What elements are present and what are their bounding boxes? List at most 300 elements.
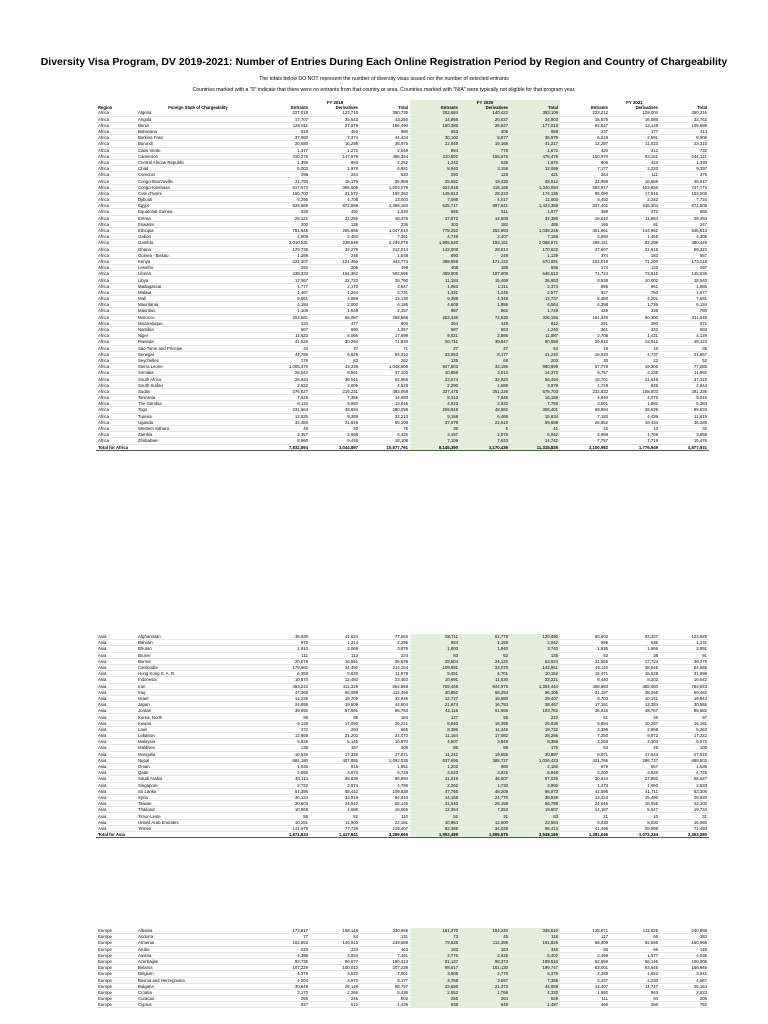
country-cell: South Africa	[136, 376, 260, 382]
value-cell: 58,442	[310, 788, 360, 794]
value-cell: 2,088,671	[510, 240, 560, 246]
fy2019-header: FY 2019	[260, 100, 410, 105]
region-cell: Africa	[96, 401, 136, 407]
value-cell: 3,858	[660, 432, 709, 438]
country-cell: Mozambique	[136, 320, 260, 326]
value-cell: 16,680	[460, 695, 510, 701]
value-cell: 136	[310, 221, 360, 227]
country-cell: Cote d'Ivoire	[136, 190, 260, 196]
country-cell: Seychelles	[136, 357, 260, 363]
value-cell: 4,528	[360, 382, 410, 388]
value-cell: 46	[610, 745, 660, 751]
value-cell: 24,770	[460, 794, 510, 800]
value-cell: 55,145	[360, 801, 410, 807]
value-cell: 636	[610, 640, 660, 646]
value-cell: 5,894	[560, 720, 610, 726]
region-cell: Asia	[96, 646, 136, 652]
total-row	[96, 444, 709, 450]
country-cell: Iran	[136, 683, 260, 689]
value-cell: 3,992	[510, 782, 560, 788]
value-cell: 150,386	[410, 122, 460, 128]
value-cell: 46,110	[560, 664, 610, 670]
value-cell: 34,028	[460, 825, 510, 831]
region-cell: Africa	[96, 320, 136, 326]
value-cell: 2,407	[460, 234, 510, 240]
region-cell: Asia	[96, 714, 136, 720]
value-cell: 22,221	[510, 677, 560, 683]
value-cell: 112,025	[610, 928, 660, 934]
region-cell: Europe	[96, 946, 136, 952]
value-cell: 12,727	[410, 695, 460, 701]
country-cell: Sao Tome and Principe	[136, 345, 260, 351]
value-cell: 8,640	[410, 720, 460, 726]
value-cell: 393,106	[510, 110, 560, 116]
value-cell: 28,614	[460, 246, 510, 252]
value-cell: 181,270	[410, 928, 460, 934]
value-cell: 459,005	[410, 271, 460, 277]
value-cell: 345,510	[510, 928, 560, 934]
value-cell: 28,494	[660, 215, 709, 221]
country-cell: Malawi	[136, 289, 260, 295]
country-cell: Austria	[136, 952, 260, 958]
region-cell: Asia	[96, 720, 136, 726]
country-cell: Niger	[136, 333, 260, 339]
value-cell: 48,208	[460, 788, 510, 794]
value-cell: 43,250	[360, 116, 410, 122]
value-cell: 23,564	[510, 819, 560, 825]
value-cell: 21,618	[610, 376, 660, 382]
value-cell: 107,229	[260, 965, 310, 971]
value-cell: 25,582	[410, 178, 460, 184]
value-cell: 101,130	[460, 965, 510, 971]
value-cell: 29,998	[610, 825, 660, 831]
value-cell: 30,897	[510, 751, 560, 757]
value-cell: 752	[660, 1002, 709, 1008]
value-cell: 2,591	[610, 135, 660, 141]
value-cell: 1,951	[360, 763, 410, 769]
value-cell: 203	[510, 357, 560, 363]
region-cell: Europe	[96, 958, 136, 964]
value-cell: 326,166	[510, 314, 560, 320]
value-cell: 2,459	[560, 952, 610, 958]
value-cell: 112,456	[360, 689, 410, 695]
value-cell: 7,734	[660, 197, 709, 203]
value-cell: 87,026	[510, 776, 560, 782]
value-cell: 463	[360, 946, 410, 952]
value-cell: 1,005,370	[260, 364, 310, 370]
value-cell: 9,061	[260, 296, 310, 302]
value-cell: 52	[460, 652, 510, 658]
value-cell: 9,397	[660, 166, 709, 172]
value-cell: 58,711	[410, 634, 460, 640]
value-cell: 525,585	[260, 203, 310, 209]
value-cell: 11,184	[410, 277, 460, 283]
value-cell: 17,724	[610, 658, 660, 664]
value-cell: 4,204	[260, 977, 310, 983]
value-cell: 63,327	[610, 634, 660, 640]
value-cell: 1,677	[660, 289, 709, 295]
value-cell: 19,607	[510, 807, 560, 813]
value-cell: 10,281	[260, 819, 310, 825]
country-cell: Morocco	[136, 314, 260, 320]
value-cell: 4,398	[560, 302, 610, 308]
value-cell: 100	[660, 745, 709, 751]
region-cell: Africa	[96, 153, 136, 159]
value-cell: 26,221	[360, 720, 410, 726]
value-cell: 19,168	[460, 141, 510, 147]
value-cell: 587	[410, 326, 460, 332]
value-cell: 636	[460, 159, 510, 165]
country-cell: Lesotho	[136, 265, 260, 271]
value-cell: 979	[560, 763, 610, 769]
value-cell: 477	[310, 320, 360, 326]
region-cell: Europe	[96, 965, 136, 971]
country-cell: United Arab Emirates	[136, 819, 260, 825]
total-label: Total for Africa	[96, 444, 136, 450]
country-cell: Bahrain	[136, 640, 260, 646]
country-cell: Western Sahara	[136, 425, 260, 431]
total-header: Total	[510, 105, 560, 110]
value-cell: 73	[410, 934, 460, 940]
value-cell: 4,436	[610, 413, 660, 419]
value-cell: 924,918	[410, 184, 460, 190]
value-cell: 361	[560, 326, 610, 332]
value-cell: 232,832	[560, 388, 610, 394]
value-cell: 52	[410, 813, 460, 819]
value-cell: 4,320	[510, 989, 560, 995]
region-cell: Asia	[96, 683, 136, 689]
document-title: Diversity Visa Program, DV 2019-2021: Number of Entries During Each Online Registration Period by Region and Country of Chargeability	[40, 56, 728, 68]
value-cell: 12,287	[560, 141, 610, 147]
value-cell: 56,146	[610, 958, 660, 964]
region-cell: Africa	[96, 227, 136, 233]
value-cell: 89	[460, 745, 510, 751]
value-cell: 48,376	[360, 215, 410, 221]
country-cell: Zimbabwe	[136, 438, 260, 444]
value-cell: 52,659	[560, 958, 610, 964]
value-cell: 17,325	[310, 751, 360, 757]
value-cell: 12,354	[410, 807, 460, 813]
country-cell: Namibia	[136, 326, 260, 332]
value-cell: 68,309	[560, 940, 610, 946]
value-cell: 14,866	[410, 116, 460, 122]
value-cell: 6,042	[510, 432, 560, 438]
country-cell: Hong Kong S. A. R.	[136, 671, 260, 677]
value-cell: 3,167	[410, 432, 460, 438]
country-cell: Andorra	[136, 934, 260, 940]
value-cell: 253,336	[410, 314, 460, 320]
value-cell: 39,092	[260, 708, 310, 714]
country-cell: Sudan	[136, 388, 260, 394]
value-cell: 83,645	[610, 965, 660, 971]
value-cell: 10	[610, 425, 660, 431]
total-cell: 1,281,046	[560, 832, 610, 838]
value-cell: 9,168	[410, 413, 460, 419]
value-cell: 29,504	[410, 658, 460, 664]
value-cell: 6,066	[310, 333, 360, 339]
value-cell: 31,572	[310, 190, 360, 196]
value-cell: 2,832	[460, 401, 510, 407]
value-cell: 25,543	[310, 116, 360, 122]
value-cell: 16,020	[560, 351, 610, 357]
value-cell: 265,665	[310, 227, 360, 233]
value-cell: 1,377	[260, 147, 310, 153]
value-cell: 660	[660, 209, 709, 215]
value-cell: 45,012	[510, 178, 560, 184]
value-cell: 38,617	[660, 178, 709, 184]
value-cell: 48,582	[460, 407, 510, 413]
value-cell: 20,078	[260, 658, 310, 664]
region-cell: Africa	[96, 221, 136, 227]
value-cell: 1,202	[410, 763, 460, 769]
value-cell: 81,137	[410, 958, 460, 964]
value-cell: 7,109	[410, 438, 460, 444]
value-cell: 205	[660, 996, 709, 1002]
value-cell: 11,747	[610, 983, 660, 989]
value-cell: 11,992	[660, 370, 709, 376]
value-cell: 92,656	[610, 940, 660, 946]
table-row	[96, 1002, 709, 1008]
region-cell: Africa	[96, 197, 136, 203]
country-cell: Cyprus	[136, 1002, 260, 1008]
value-cell: 96,677	[310, 958, 360, 964]
value-cell: 40,114	[260, 776, 310, 782]
value-cell: 14,187	[560, 807, 610, 813]
region-cell: Asia	[96, 788, 136, 794]
value-cell: 13,149	[610, 122, 660, 128]
value-cell: 111	[610, 172, 660, 178]
value-cell: 12,868	[260, 733, 310, 739]
value-cell: 42,116	[410, 708, 460, 714]
value-cell: 980	[460, 763, 510, 769]
value-cell: 1,354,444	[510, 683, 560, 689]
value-cell: 15,701	[560, 376, 610, 382]
value-cell: 4,701	[460, 671, 510, 677]
value-cell: 47,607	[560, 246, 610, 252]
value-cell: 4,796	[360, 782, 410, 788]
value-cell: 175	[510, 745, 560, 751]
value-cell: 33,460	[260, 419, 310, 425]
value-cell: 972	[260, 640, 310, 646]
value-cell: 10,970	[260, 677, 310, 683]
value-cell: 1,020	[360, 209, 410, 215]
value-cell: 3,979	[510, 382, 560, 388]
value-cell: 30	[560, 357, 610, 363]
value-cell: 4,609	[410, 302, 460, 308]
country-cell: Belarus	[136, 965, 260, 971]
value-cell: 127	[410, 714, 460, 720]
value-cell: 21,793	[260, 178, 310, 184]
value-cell: 1,158	[460, 640, 510, 646]
value-cell: 732	[660, 147, 709, 153]
country-cell: Bosnia and Herzegovina	[136, 977, 260, 983]
value-cell: 388,727	[460, 757, 510, 763]
value-cell: 26,852	[560, 419, 610, 425]
value-cell: 41,495	[560, 825, 610, 831]
value-cell: 571	[660, 320, 709, 326]
value-cell: 4,017	[460, 197, 510, 203]
value-cell: 49,123	[660, 339, 709, 345]
value-cell: 36	[410, 425, 460, 431]
value-cell: 118	[510, 934, 560, 940]
region-cell: Africa	[96, 184, 136, 190]
value-cell: 85,950	[360, 776, 410, 782]
value-cell: 71,820	[360, 339, 410, 345]
value-cell: 252,684	[410, 110, 460, 116]
region-cell: Africa	[96, 246, 136, 252]
value-cell: 214,154	[360, 664, 410, 670]
value-cell: 240,896	[660, 928, 709, 934]
value-cell: 16,610	[560, 215, 610, 221]
country-cell: Rwanda	[136, 339, 260, 345]
value-cell: 408,883	[560, 683, 610, 689]
value-cell: 1,689	[460, 382, 510, 388]
value-cell: 458,354	[360, 153, 410, 159]
value-cell: 3,053	[310, 952, 360, 958]
value-cell: 894	[410, 147, 460, 153]
value-cell: 147,979	[310, 153, 360, 159]
value-cell: 26,653	[510, 277, 560, 283]
value-cell: 1,092,035	[360, 757, 410, 763]
value-cell: 91	[660, 652, 709, 658]
value-cell: 34	[260, 345, 310, 351]
value-cell: 1,398,183	[360, 203, 410, 209]
value-cell: 17,222	[660, 733, 709, 739]
value-cell: 10,859	[410, 370, 460, 376]
value-cell: 188	[460, 265, 510, 271]
value-cell: 21,649	[310, 419, 360, 425]
value-cell: 227,019	[260, 110, 310, 116]
value-cell: 10,969	[260, 807, 310, 813]
value-cell: 1,314	[310, 640, 360, 646]
country-cell: Angola	[136, 116, 260, 122]
region-cell: Asia	[96, 776, 136, 782]
region-cell: Africa	[96, 302, 136, 308]
value-cell: 50,300	[610, 314, 660, 320]
value-cell: 22,696	[410, 983, 460, 989]
value-cell: 2,395	[560, 726, 610, 732]
value-cell: 8,134	[260, 401, 310, 407]
value-cell: 170,622	[510, 246, 560, 252]
value-cell: 109,881	[410, 664, 460, 670]
value-cell: 3,023	[410, 770, 460, 776]
value-cell: 142,951	[510, 664, 560, 670]
country-cell: Jordan	[136, 708, 260, 714]
value-cell: 827	[260, 1002, 310, 1008]
country-cell: Bhutan	[136, 646, 260, 652]
value-cell: 511	[460, 209, 510, 215]
value-cell: 1,264	[310, 289, 360, 295]
value-cell: 112,398	[460, 940, 510, 946]
value-cell: 58	[260, 813, 310, 819]
value-cell: 102,018	[560, 258, 610, 264]
value-cell: 2,437	[560, 977, 610, 983]
value-cell: 26,121	[260, 215, 310, 221]
country-cell: Uganda	[136, 419, 260, 425]
value-cell: 39,279	[660, 658, 709, 664]
value-cell: 7,355	[310, 395, 360, 401]
value-cell: 3,608	[410, 971, 460, 977]
country-cell: Togo	[136, 407, 260, 413]
value-cell: 5	[460, 425, 510, 431]
country-cell: Comoros	[136, 172, 260, 178]
value-cell: 83,001	[560, 965, 610, 971]
value-cell: 1,940	[460, 646, 510, 652]
value-cell: 17,181	[560, 702, 610, 708]
value-cell: 39,847	[460, 339, 510, 345]
region-cell: Africa	[96, 234, 136, 240]
value-cell: 385,505	[310, 184, 360, 190]
region-cell: Africa	[96, 172, 136, 178]
country-cell: Liberia	[136, 271, 260, 277]
value-cell: 34,492	[310, 664, 360, 670]
value-cell: 897,641	[460, 203, 510, 209]
value-cell: 128,871	[560, 928, 610, 934]
value-cell: 109,838	[360, 788, 410, 794]
value-cell: 518	[260, 128, 310, 134]
value-cell: 1,047,610	[360, 227, 410, 233]
value-cell: 9,389	[410, 296, 460, 302]
value-cell: 980,999	[510, 364, 560, 370]
value-cell: 86	[410, 745, 460, 751]
value-cell: 612	[310, 1002, 360, 1008]
region-cell: Asia	[96, 708, 136, 714]
value-cell: 90,558	[510, 339, 560, 345]
value-cell: 335	[610, 308, 660, 314]
country-cell: Iraq	[136, 689, 260, 695]
value-cell: 131	[360, 934, 410, 940]
region-cell: Africa	[96, 432, 136, 438]
value-cell: 4,923	[410, 401, 460, 407]
value-cell: 305	[360, 745, 410, 751]
value-cell: 44,434	[360, 135, 410, 141]
total-cell: 8,145,390	[410, 444, 460, 450]
value-cell: 38	[610, 652, 660, 658]
value-cell: 28,148	[310, 983, 360, 989]
country-cell: Burkina Faso	[136, 135, 260, 141]
value-cell: 1,856	[660, 283, 709, 289]
value-cell: 553	[410, 128, 460, 134]
value-cell: 3,973	[310, 977, 360, 983]
value-cell: 83	[510, 813, 560, 819]
region-cell: Africa	[96, 413, 136, 419]
value-cell: 174	[560, 265, 610, 271]
value-cell: 1,331	[410, 289, 460, 295]
value-cell: 68	[460, 357, 510, 363]
value-cell: 53,624	[510, 658, 560, 664]
value-cell: 2,722	[260, 782, 310, 788]
value-cell: 11,346	[460, 726, 510, 732]
value-cell: 35	[660, 345, 709, 351]
value-cell: 2,182	[510, 763, 560, 769]
value-cell: 15,528	[610, 671, 660, 677]
value-cell: 1,340,084	[510, 184, 560, 190]
value-cell: 121,466	[310, 258, 360, 264]
value-cell: 120,490	[510, 634, 560, 640]
value-cell: 3,941	[660, 971, 709, 977]
value-cell: 2,290	[410, 382, 460, 388]
value-cell: 24,045	[560, 801, 610, 807]
value-cell: 462	[310, 128, 360, 134]
value-cell: 167	[310, 745, 360, 751]
value-cell: 3,357	[260, 432, 310, 438]
value-cell: 476,478	[510, 153, 560, 159]
value-cell: 3,776	[410, 952, 460, 958]
value-cell: 158,503	[610, 388, 660, 394]
value-cell: 71,200	[610, 258, 660, 264]
country-cell: Cabo Verde	[136, 147, 260, 153]
value-cell: 1,455	[610, 234, 660, 240]
